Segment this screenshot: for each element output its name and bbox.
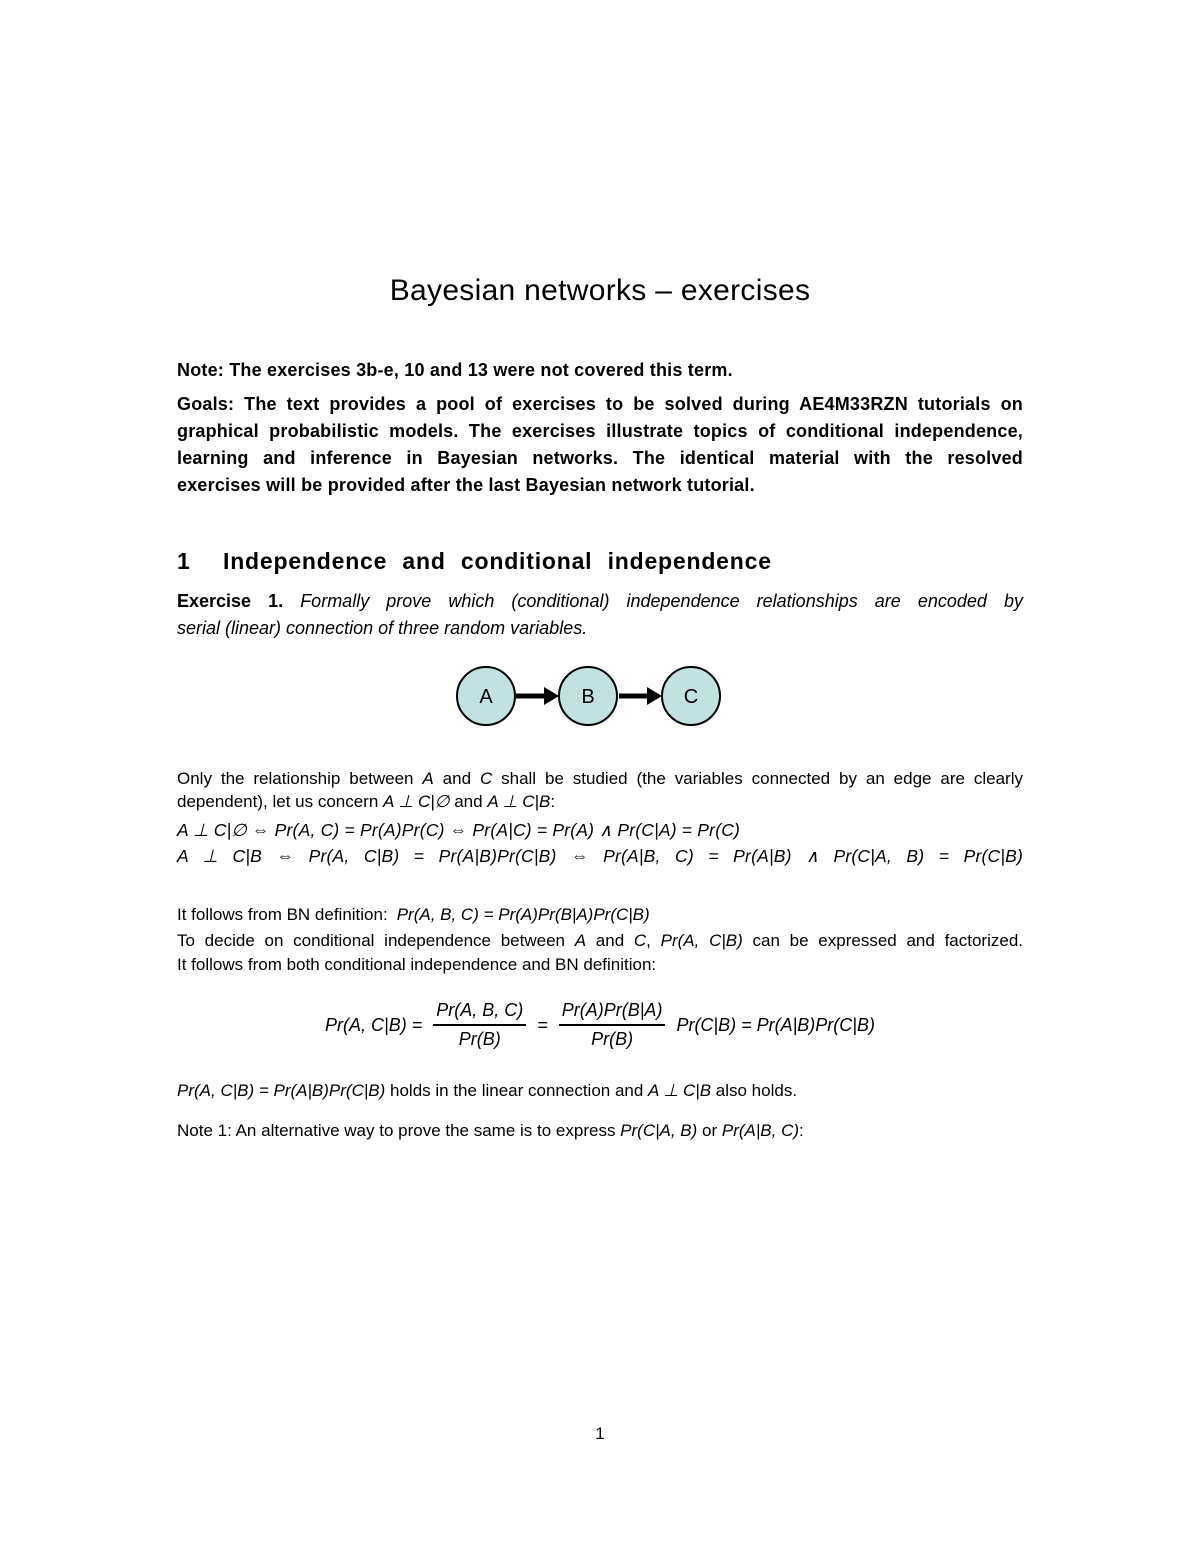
diagram-node-c	[662, 667, 720, 725]
text-run: also holds.	[711, 1081, 798, 1100]
text-run: :	[550, 791, 556, 811]
text-run: holds in the linear connection and	[385, 1081, 649, 1100]
text-run: Pr(C|A, B)	[620, 1121, 698, 1140]
text-run: and	[449, 791, 488, 811]
paragraph-line	[177, 791, 1023, 814]
note1-line	[177, 1119, 1023, 1143]
text-run: Pr(A, C|B)	[660, 931, 743, 950]
decide-paragraph	[177, 929, 1023, 977]
text-run: A ⊥ C|B	[487, 791, 551, 811]
edge-arrow-b-c	[619, 687, 662, 705]
text-run: C	[479, 769, 493, 788]
equation-fraction-1	[433, 1000, 526, 1050]
section-title: Independence and conditional independence	[223, 548, 772, 575]
fraction-numerator: Pr(A)Pr(B|A)	[559, 1000, 666, 1026]
edge-arrow-a-b	[516, 687, 559, 705]
text-run: Pr(A, C|B) = Pr(A|B)Pr(C|B)	[177, 1081, 386, 1100]
node-label-b: B	[581, 686, 595, 708]
text-run: serial (linear) connection of three random variables.	[177, 618, 588, 638]
page-title: Bayesian networks – exercises	[389, 274, 811, 308]
text-run: It follows from both conditional independence and BN definition:	[177, 955, 657, 974]
exercise-line	[177, 588, 1023, 615]
note-label: Note:	[177, 360, 224, 380]
note-paragraph	[177, 357, 1023, 384]
node-label-a: A	[479, 686, 493, 708]
text-run: A	[574, 931, 587, 950]
exercise-line	[177, 615, 1023, 642]
text-run: ,	[646, 931, 661, 950]
text-run: and	[586, 931, 634, 950]
diagram-node-b	[559, 667, 617, 725]
page-number: 1	[595, 1424, 605, 1443]
text-run: A ⊥ C|B	[648, 1081, 712, 1100]
exercise-label: Exercise 1.	[177, 591, 301, 611]
network-svg	[440, 662, 760, 732]
goals-line	[177, 472, 1023, 499]
text-run: Formally prove which (conditional) independence relationships are encoded by	[300, 591, 1023, 611]
only-relationship-paragraph	[177, 768, 1023, 813]
text-run: Pr(A|B, C)	[721, 1121, 800, 1140]
text-run: and	[433, 769, 480, 788]
text-run: learning and inference in Bayesian networks. The identical material with the resolved	[177, 448, 1023, 468]
text-run: To decide on conditional independence between	[177, 931, 575, 950]
paragraph-line	[177, 768, 1023, 791]
text-run: Note 1: An alternative way to prove the same is to express	[177, 1121, 621, 1140]
bayesian-network-diagram	[177, 662, 1023, 732]
math-line-conditional-independence: A ⊥ C|B ⇔ Pr(A, C|B) = Pr(A|B)Pr(C|B) ⇔ Pr(A|B, C) = Pr(A|B) ∧ Pr(C|A, B) = Pr(C|B)	[177, 846, 1023, 866]
text-run: Pr(A, B, C) = Pr(A)Pr(B|A)Pr(C|B)	[396, 905, 650, 924]
equation-rhs: Pr(C|B) = Pr(A|B)Pr(C|B)	[676, 1014, 875, 1035]
fraction-numerator: Pr(A, B, C)	[433, 1000, 526, 1026]
text-run: It follows from BN definition:	[177, 905, 388, 924]
text-run: graphical probabilistic models. The exercises illustrate topics of conditional independence,	[177, 421, 1023, 441]
equation-fraction-2	[559, 1000, 666, 1050]
math-line-marginal-independence: A ⊥ C|∅ ⇔ Pr(A, C) = Pr(A)Pr(C) ⇔ Pr(A|C) = Pr(A) ∧ Pr(C|A) = Pr(C)	[177, 820, 741, 840]
display-equation	[177, 1000, 1023, 1050]
paragraph-line	[177, 929, 1023, 953]
text-run: dependent), let us concern	[177, 791, 384, 811]
holds-line	[177, 1079, 1023, 1103]
node-label-c: C	[683, 686, 699, 708]
diagram-node-a	[457, 667, 515, 725]
bn-definition-line	[177, 903, 1023, 927]
text-run: shall be studied (the variables connected by an edge are clearly	[492, 769, 1023, 788]
text-run: can be expressed and factorized.	[742, 931, 1023, 950]
equation-equals: =	[537, 1014, 548, 1035]
text-run: exercises will be provided after the last Bayesian network tutorial.	[177, 475, 755, 495]
goals-line	[177, 418, 1023, 445]
text-run: C	[633, 931, 647, 950]
page-content	[177, 0, 1023, 1553]
equation-lhs: Pr(A, C|B) =	[325, 1014, 423, 1035]
section-number: 1	[177, 548, 190, 575]
fraction-denominator: Pr(B)	[591, 1029, 634, 1049]
text-run: The text provides a pool of exercises to be solved during AE4M33RZN tutorials on	[234, 394, 1023, 414]
text-run: Only the relationship between	[177, 769, 423, 788]
exercise-paragraph	[177, 588, 1023, 642]
paragraph-line	[177, 953, 1023, 977]
goals-line	[177, 445, 1023, 472]
goals-line	[177, 391, 1023, 418]
goals-label: Goals:	[177, 394, 235, 414]
text-run: The exercises 3b-e, 10 and 13 were not covered this term.	[224, 360, 733, 380]
text-run: :	[799, 1121, 804, 1140]
section-heading	[177, 548, 1023, 575]
text-run: or	[697, 1121, 722, 1140]
fraction-denominator: Pr(B)	[458, 1029, 501, 1049]
text-run: A	[422, 769, 434, 788]
text-run: A ⊥ C|∅	[383, 791, 450, 811]
goals-paragraph	[177, 391, 1023, 499]
